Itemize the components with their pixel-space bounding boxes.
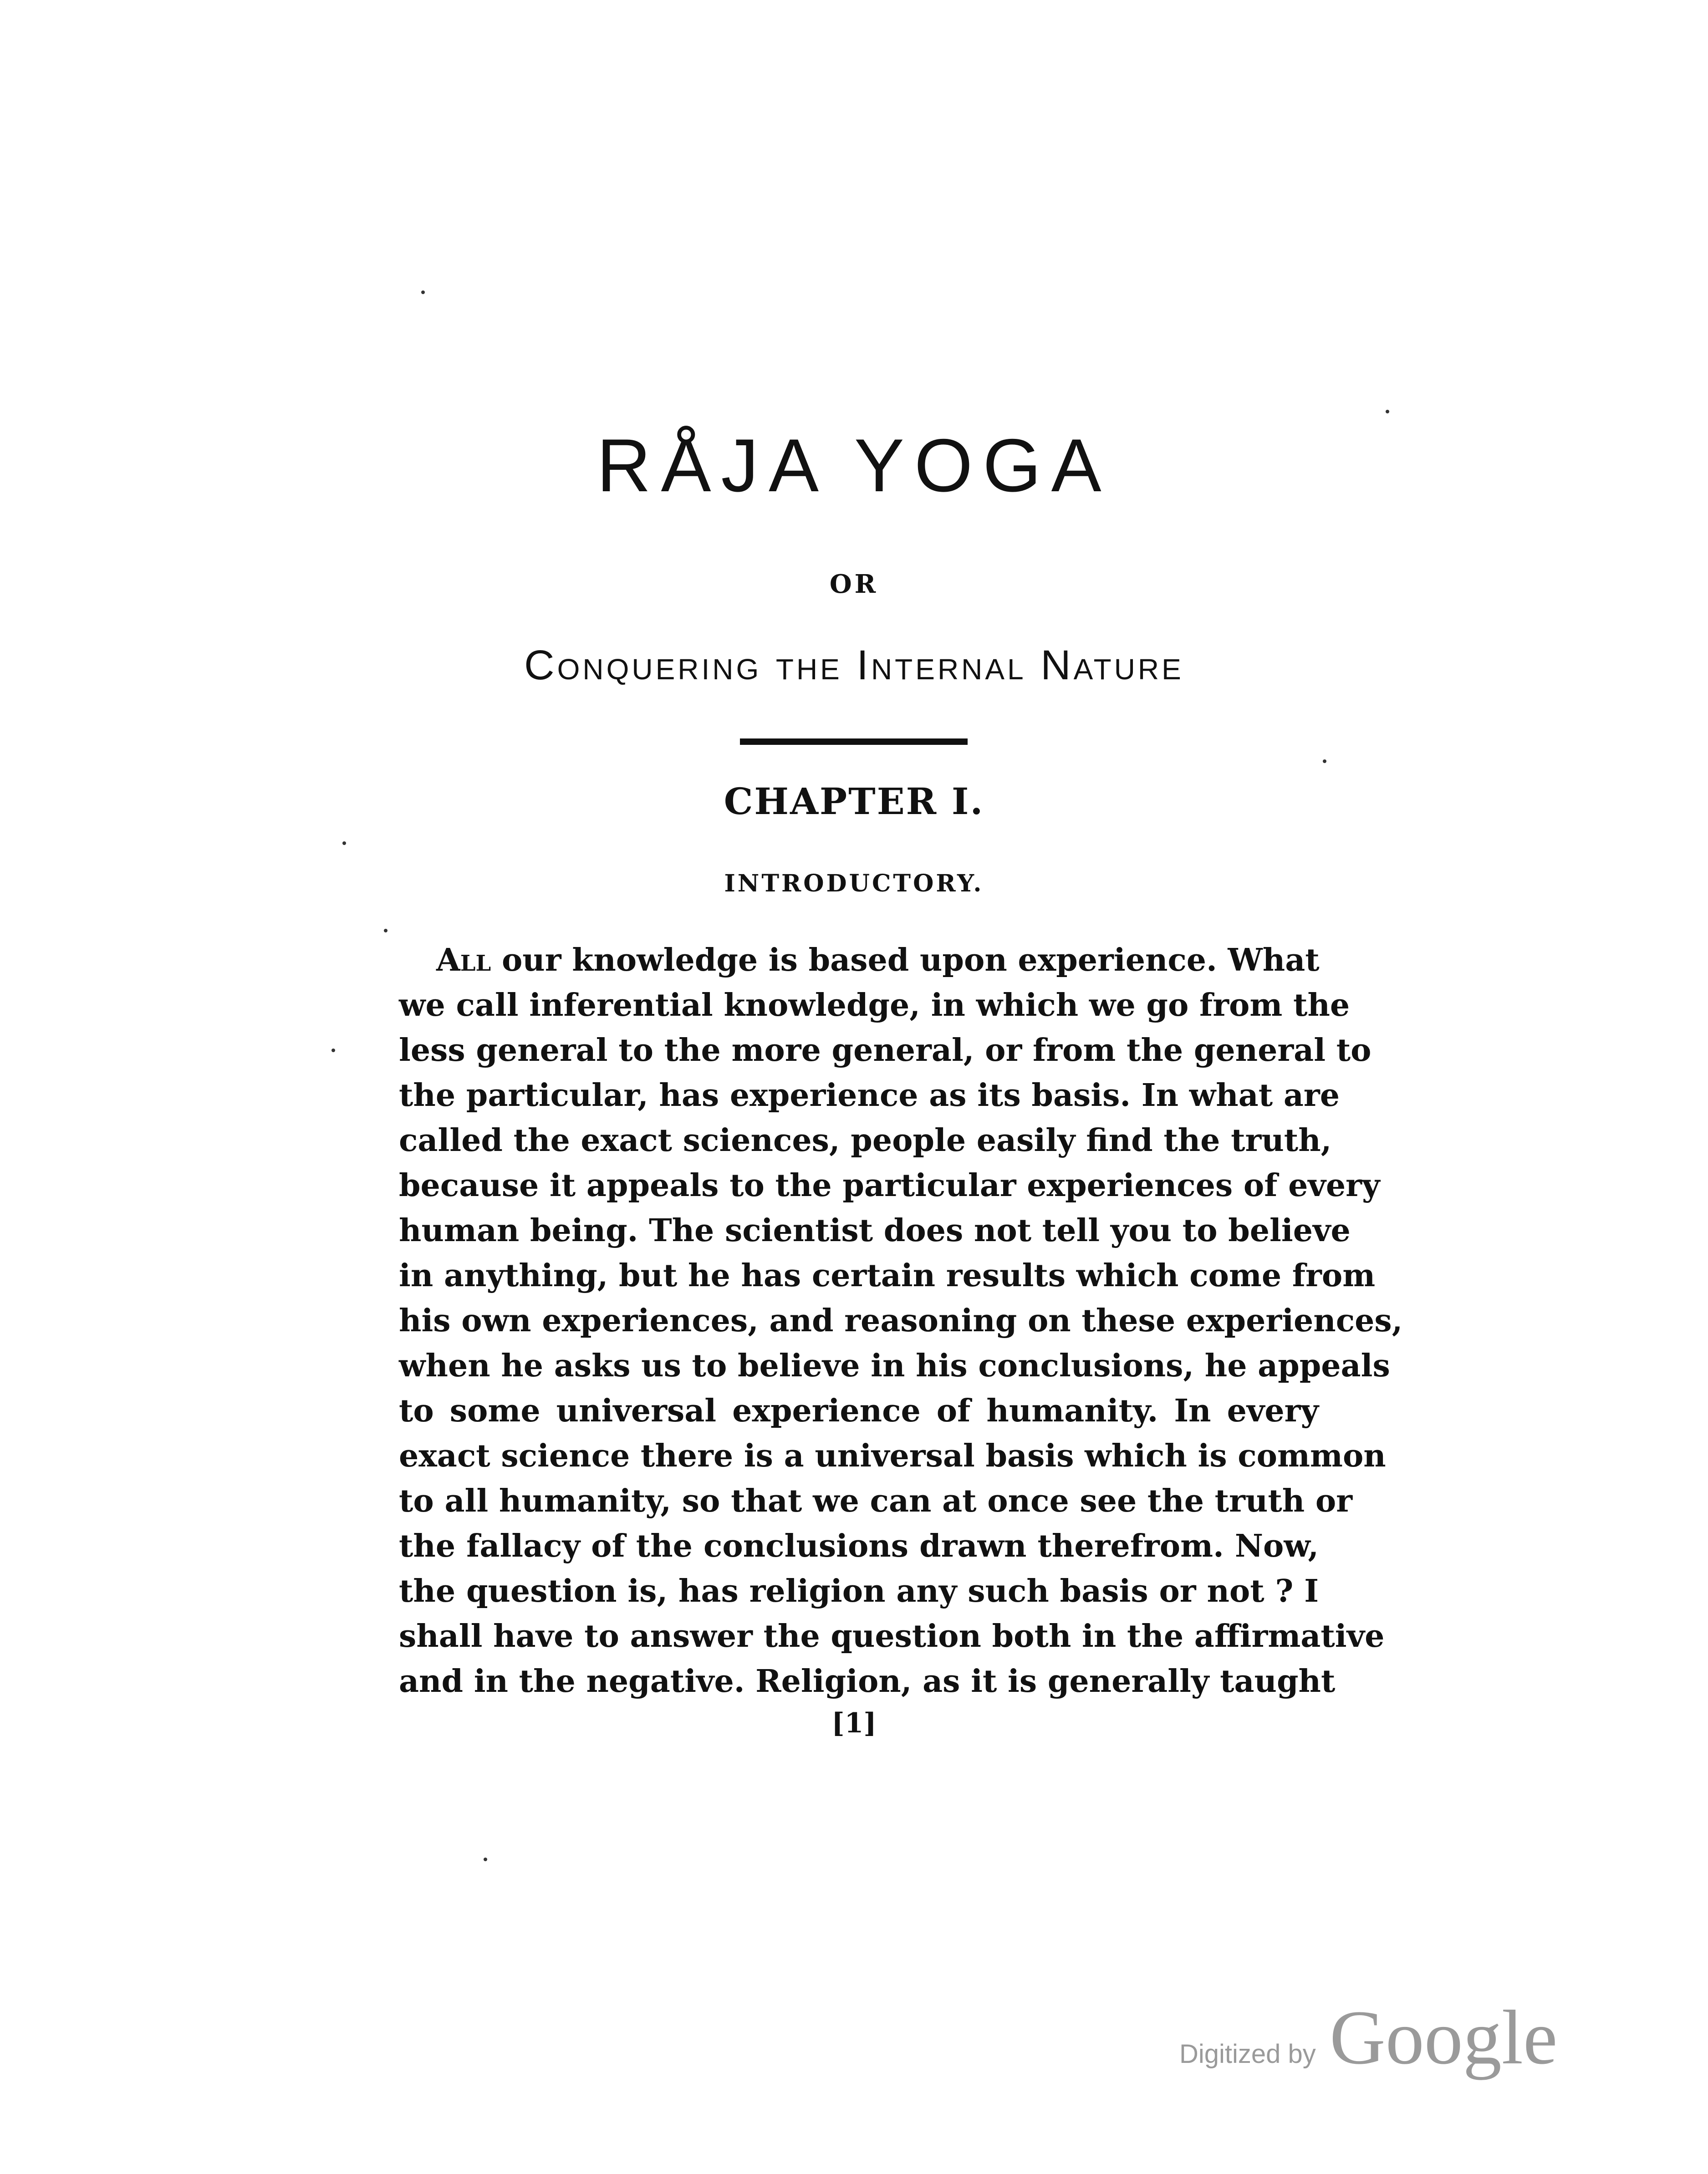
digitized-watermark (1179, 1995, 1680, 2090)
drop-lead-word: All (436, 942, 491, 978)
scan-speck (1323, 759, 1326, 763)
google-logo: Google (1330, 1995, 1558, 2080)
chapter-subtitle: INTRODUCTORY. (724, 870, 984, 897)
body-line: the fallacy of the conclusions drawn therefrom. Now, (399, 1528, 1319, 1564)
body-line: less general to the more general, or from the general to (399, 1032, 1371, 1069)
body-line: the question is, has religion any such basis or not ? I (399, 1573, 1319, 1609)
scan-speck (342, 841, 346, 845)
body-line: called the exact sciences, people easily find the truth, (399, 1122, 1332, 1159)
title-divider-rule (740, 738, 968, 745)
book-subtitle: Conquering the Internal Nature (524, 642, 1184, 688)
book-title: RÅJA YOGA (597, 423, 1111, 507)
body-line: and in the negative. Religion, as it is generally taught (399, 1663, 1336, 1700)
watermark-prefix: Digitized by (1179, 2039, 1316, 2069)
scan-speck (1386, 410, 1389, 413)
body-line: because it appeals to the particular experiences of every (399, 1167, 1380, 1204)
scan-speck (421, 290, 425, 294)
body-line: in anything, but he has certain results which come from (399, 1258, 1376, 1294)
body-line: the particular, has experience as its basis. In what are (399, 1077, 1340, 1114)
body-line: exact science there is a universal basis which is common (399, 1438, 1386, 1474)
body-line: his own experiences, and reasoning on these experiences, (399, 1303, 1403, 1339)
body-line: when he asks us to believe in his conclusions, he appeals (399, 1348, 1390, 1384)
scan-speck (384, 929, 387, 932)
body-line: human being. The scientist does not tell you to believe (399, 1212, 1351, 1249)
page-number: [1] (831, 1707, 877, 1739)
body-line: to all humanity, so that we can at once see the truth or (399, 1483, 1353, 1519)
body-line-text: our knowledge is based upon experience. What (491, 942, 1320, 978)
scan-speck (331, 1049, 335, 1052)
chapter-heading: CHAPTER I. (724, 780, 984, 823)
body-line (399, 938, 1319, 983)
body-line: we call inferential knowledge, in which we go from the (399, 987, 1350, 1023)
title-conjunction: OR (829, 569, 879, 599)
body-line: shall have to answer the question both in the affirmative (399, 1618, 1385, 1655)
body-line: to some universal experience of humanity. In every (399, 1393, 1319, 1429)
scan-speck (484, 1858, 487, 1861)
body-paragraph (399, 938, 1403, 1704)
